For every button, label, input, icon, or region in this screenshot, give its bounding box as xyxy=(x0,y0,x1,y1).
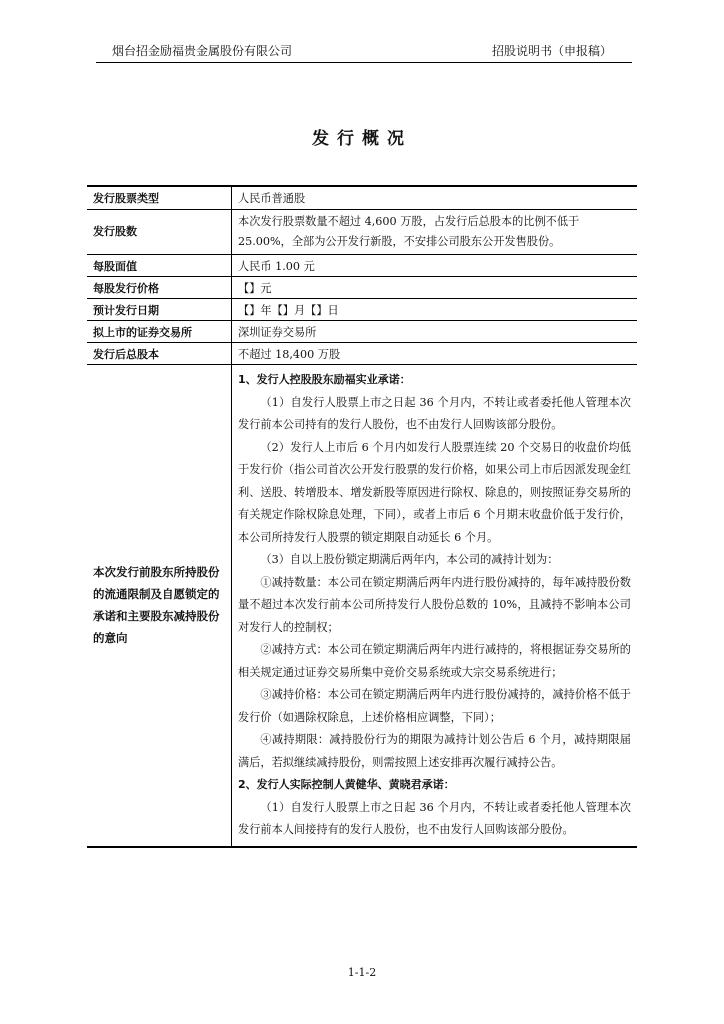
page-title: 发行概况 xyxy=(312,129,412,149)
row-label: 每股面值 xyxy=(87,255,232,277)
table-row xyxy=(87,321,637,343)
offering-overview-table xyxy=(87,185,637,848)
document-type: 招股说明书（申报稿） xyxy=(491,44,612,58)
row-value: 不超过 18,400 万股 xyxy=(232,343,638,365)
paragraph: ①减持数量：本公司在锁定期满后两年内进行股份减持的，每年减持股份数量不超过本次发行前本公司所持发行人股份总数的 10%，且减持不影响本公司对发行人的控制权； xyxy=(238,575,631,634)
table-row xyxy=(87,343,637,365)
paragraph: （3）自以上股份锁定期满后两年内，本公司的减持计划为： xyxy=(260,553,559,566)
row-label: 预计发行日期 xyxy=(87,299,232,321)
company-name: 烟台招金励福贵金属股份有限公司 xyxy=(112,44,293,58)
row-label: 拟上市的证券交易所 xyxy=(87,321,232,343)
row-label: 每股发行价格 xyxy=(87,277,232,299)
row-label: 发行股数 xyxy=(87,210,232,255)
row-label: 发行股票类型 xyxy=(87,186,232,210)
table-row xyxy=(87,365,637,847)
paragraph: ④减持期限：减持股份行为的期限为减持计划公告后 6 个月，减持期限届满后，若拟继续减持股份，则需按照上述安排再次履行减持公告。 xyxy=(238,733,631,769)
paragraph: （1）自发行人股票上市之日起 36 个月内，不转让或者委托他人管理本次发行前本人间接持有的发行人股份，也不由发行人回购该部分股份。 xyxy=(238,800,631,836)
section-heading: 2、发行人实际控制人黄健华、黄晓君承诺： xyxy=(238,778,455,791)
row-value: 本次发行股票数量不超过 4,600 万股，占发行后总股本的比例不低于25.00%，全部为公开发行新股，不安排公司股东公开发售股份。 xyxy=(232,210,638,255)
row-value: 深圳证券交易所 xyxy=(232,321,638,343)
table-row xyxy=(87,277,637,299)
paragraph: ②减持方式：本公司在锁定期满后两年内进行减持的，将根据证券交易所的相关规定通过证券交易所集中竞价交易系统或大宗交易系统进行； xyxy=(238,643,631,679)
row-value: 人民币普通股 xyxy=(232,186,638,210)
section-heading: 1、发行人控股股东励福实业承诺： xyxy=(238,373,411,386)
paragraph: （1）自发行人股票上市之日起 36 个月内，不转让或者委托他人管理本次发行前本公司持有的发行人股份，也不由发行人回购该部分股份。 xyxy=(238,395,631,431)
row-value: 人民币 1.00 元 xyxy=(232,255,638,277)
paragraph: ③减持价格：本公司在锁定期满后两年内进行股份减持的，减持价格不低于发行价（如遇除权除息，上述价格相应调整，下同）； xyxy=(238,688,631,724)
page-number: 1-1-2 xyxy=(347,966,377,979)
row-label: 发行后总股本 xyxy=(87,343,232,365)
table-row xyxy=(87,255,637,277)
commitment-label: 本次发行前股东所持股份的流通限制及自愿锁定的承诺和主要股东减持股份的意向 xyxy=(87,365,232,847)
row-value: 【】元 xyxy=(232,277,638,299)
table-row xyxy=(87,210,637,255)
table-row xyxy=(87,186,637,210)
row-value: 【】年【】月【】日 xyxy=(232,299,638,321)
paragraph: （2）发行人上市后 6 个月内如发行人股票连续 20 个交易日的收盘价均低于发行价（指公司首次公开发行股票的发行价格，如果公司上市后因派发现金红利、送股、转增股本、增发新股等原因进行除权、除息的，则按照证券交易所的有关规定作除权除息处理，下同），或者上市后 6 个月期末收盘价低于发行价，本公司所持发行人股票的锁定期限自动延长 6 个月。 xyxy=(238,440,631,544)
commitment-content xyxy=(232,365,638,847)
table-row xyxy=(87,299,637,321)
page-header xyxy=(96,40,632,63)
